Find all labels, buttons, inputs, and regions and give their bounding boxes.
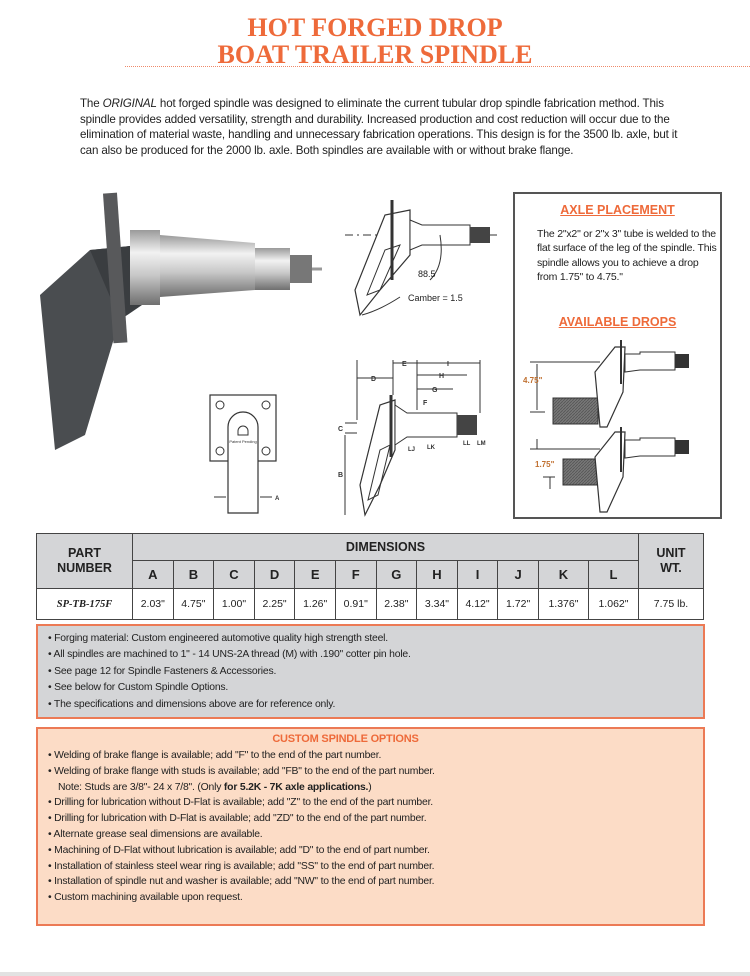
unit-weight-header: UNIT WT. — [639, 534, 704, 589]
dim-lm-label: LM — [477, 441, 486, 447]
dimensions-table — [36, 533, 704, 620]
dim-cell: 2.38" — [376, 589, 417, 620]
dim-h-label: H — [439, 373, 445, 380]
dim-cell: 1.00" — [214, 589, 255, 620]
part-number-cell: SP-TB-175F — [37, 589, 133, 620]
col-header: C — [214, 561, 255, 589]
title-line-1: HOT FORGED DROP — [247, 13, 503, 42]
col-header: J — [498, 561, 539, 589]
dim-cell: 4.75" — [173, 589, 214, 620]
specifications-box — [36, 624, 705, 719]
custom-options-heading: CUSTOM SPINDLE OPTIONS — [272, 733, 419, 745]
dim-cell: 0.91" — [335, 589, 376, 620]
dim-f-label: F — [423, 400, 428, 407]
bracket-drawing — [200, 385, 300, 515]
dim-d-label: D — [371, 376, 377, 383]
camber-diagram — [340, 195, 510, 325]
page-bottom-edge — [0, 972, 750, 976]
option-item: • Installation of spindle nut and washer is available; add "NW" to the end of part number. — [48, 876, 435, 888]
col-header: A — [133, 561, 174, 589]
option-item: • Welding of brake flange is available; add "F" to the end of the part number. — [48, 750, 382, 761]
col-header: I — [457, 561, 498, 589]
axle-placement-text: The 2"x2" or 2"x 3" tube is welded to the flat surface of the leg of the spindle. This spindle allows you to achieve a drop from 1.75" to 4.75." — [537, 228, 717, 283]
note-suffix: ) — [368, 781, 372, 793]
option-item: • Drilling for lubrication with D-Flat is available; add "ZD" to the end of the part number. — [48, 813, 427, 825]
dim-cell: 1.72" — [498, 589, 539, 620]
spec-item: • The specifications and dimensions above are for reference only. — [48, 698, 336, 710]
studs-note — [48, 780, 703, 796]
option-item: • Custom machining available upon request. — [48, 892, 243, 904]
patent-pending-label: Patent Pending — [229, 439, 257, 444]
note-bold: for 5.2K - 7K axle applications. — [223, 781, 369, 793]
dim-cell: 3.34" — [417, 589, 458, 620]
axle-placement-box — [513, 192, 722, 519]
option-item: • Installation of stainless steel wear ring is available; add "SS" to the end of part number. — [48, 860, 435, 872]
intro-emphasis: ORIGINAL — [102, 97, 157, 110]
drop-low-label: 1.75" — [535, 460, 555, 469]
dim-i-label: I — [447, 361, 449, 368]
dim-lk-label: LK — [427, 445, 435, 451]
note-prefix: Note: Studs are 3/8"- 24 x 7/8". (Only — [58, 781, 224, 793]
dim-ll-label: LL — [463, 441, 471, 447]
axle-placement-heading: AXLE PLACEMENT — [560, 203, 675, 217]
spec-item: • Forging material: Custom engineered automotive quality high strength steel. — [48, 633, 388, 644]
dim-cell: 2.25" — [254, 589, 295, 620]
intro-paragraph — [80, 96, 680, 158]
dim-g-label: G — [432, 387, 438, 394]
camber-angle-label: 88.5 — [418, 269, 436, 279]
option-item: • Alternate grease seal dimensions are available. — [48, 828, 263, 840]
dim-cell: 1.376" — [538, 589, 588, 620]
drop-high-label: 4.75" — [523, 376, 543, 385]
dim-e-label: E — [402, 361, 407, 368]
col-header: G — [376, 561, 417, 589]
option-item: • Machining of D-Flat without lubrication is available; add "D" to the end of part number. — [48, 844, 430, 856]
dimension-a-label: A — [275, 496, 280, 502]
available-drops-heading: AVAILABLE DROPS — [558, 315, 677, 329]
weight-cell: 7.75 lb. — [639, 589, 704, 620]
intro-text: hot forged spindle was designed to eliminate the current tubular drop spindle fabrication method. This spindle provides added versatility, strength and durability. Increased production and cost reduction will occur due to the elimination of material waste, handling and unnecessary fabrication operations. This design is for the 3500 lb. axle, but it can also be produced for the 2000 lb. axle. Both spindles are available with or without brake flange. — [80, 97, 678, 157]
available-drops-diagram — [515, 332, 720, 517]
option-item: • Welding of brake flange with studs is available; add "FB" to the end of the part number. — [48, 765, 435, 777]
column-header-row — [37, 561, 704, 589]
col-header: L — [588, 561, 638, 589]
dim-cell: 1.062" — [588, 589, 638, 620]
part-number-header: PART NUMBER — [37, 534, 133, 589]
dimensions-header: DIMENSIONS — [133, 534, 639, 561]
spec-item: • See below for Custom Spindle Options. — [48, 682, 229, 694]
custom-options-box — [36, 727, 705, 926]
title-line-2: BOAT TRAILER SPINDLE — [217, 40, 533, 69]
dim-cell: 4.12" — [457, 589, 498, 620]
camber-label: Camber = 1.5 — [408, 293, 463, 303]
intro-prefix: The — [80, 97, 103, 110]
dim-cell: 2.03" — [133, 589, 174, 620]
dimension-diagram — [335, 345, 510, 520]
dim-c-label: C — [338, 426, 344, 433]
col-header: F — [335, 561, 376, 589]
col-header: E — [295, 561, 336, 589]
col-header: H — [417, 561, 458, 589]
col-header: B — [173, 561, 214, 589]
spec-item: • See page 12 for Spindle Fasteners & Accessories. — [48, 665, 277, 677]
dim-b-label: B — [338, 472, 344, 479]
table-row — [37, 589, 704, 620]
option-item: • Drilling for lubrication without D-Flat is available; add "Z" to the end of the part number. — [48, 797, 433, 809]
dim-lj-label: LJ — [408, 447, 416, 453]
title-divider — [125, 66, 750, 67]
spec-item: • All spindles are machined to 1" - 14 UNS-2A thread (M) with .190" cotter pin hole. — [48, 649, 411, 661]
col-header: K — [538, 561, 588, 589]
dim-cell: 1.26" — [295, 589, 336, 620]
col-header: D — [254, 561, 295, 589]
